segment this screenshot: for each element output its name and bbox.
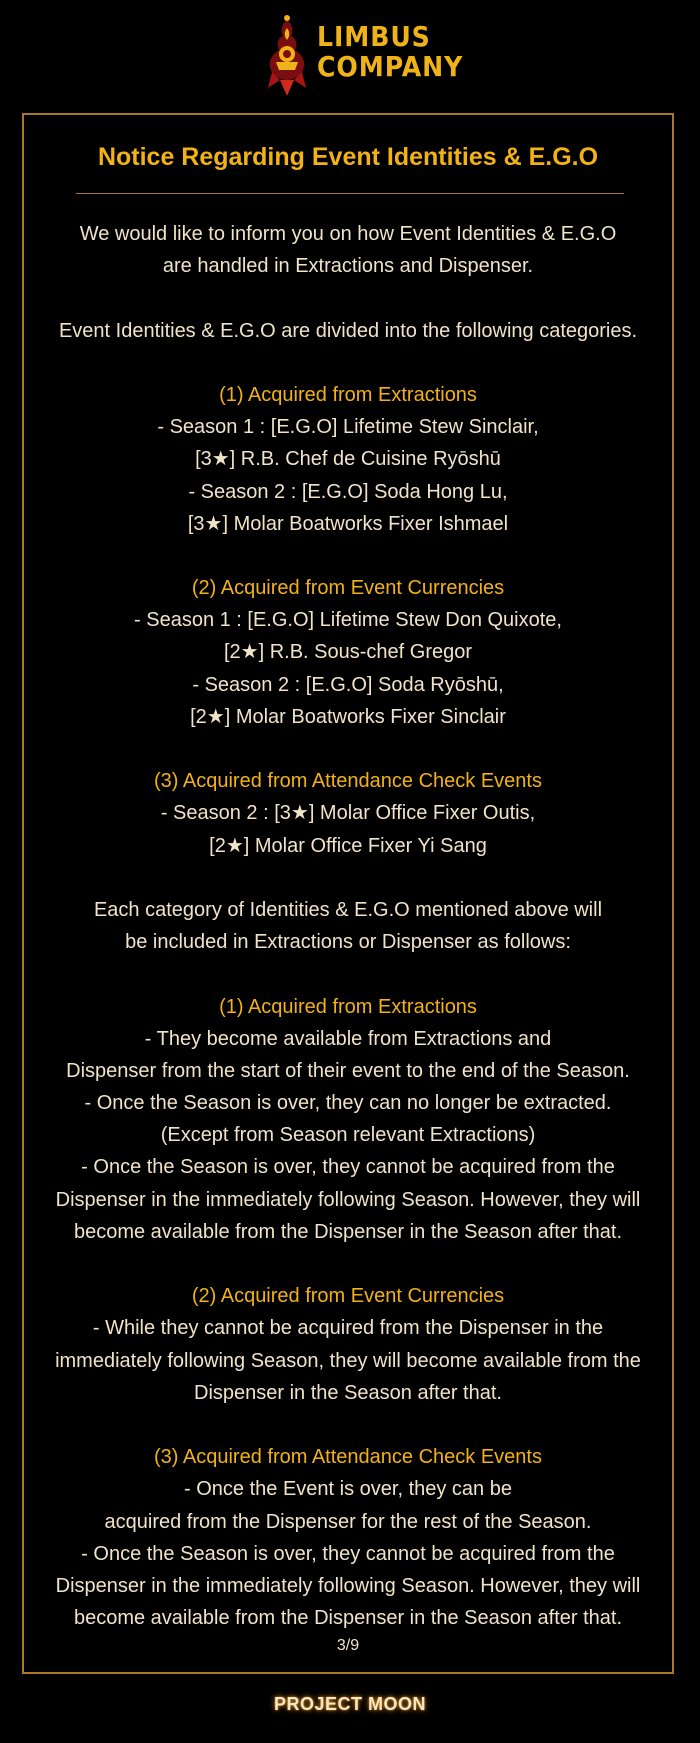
rule-line: - While they cannot be acquired from the Dispenser in the: [92, 1317, 604, 1340]
rule-line: - Once the Event is over, they can be: [184, 1478, 512, 1501]
category-line: [2★] Molar Office Fixer Yi Sang: [209, 834, 487, 857]
category-line: - Season 2 : [E.G.O] Soda Ryōshū,: [192, 673, 504, 696]
category-line: [2★] Molar Boatworks Fixer Sinclair: [190, 705, 506, 728]
logo-line-1: LIMBUS: [317, 20, 431, 53]
rule-line: Dispenser from the start of their event to the end of the Season.: [66, 1059, 630, 1082]
rule-line: Dispenser in the immediately following Season. However, they will: [55, 1574, 641, 1597]
intro-line: We would like to inform you on how Event Identities & E.G.O: [79, 223, 617, 245]
rule-line: - They become available from Extractions and: [144, 1027, 552, 1050]
categories-intro: Event Identities & E.G.O are divided into the following categories.: [58, 319, 638, 342]
logo-wordmark: [317, 22, 463, 82]
category-line: - Season 2 : [E.G.O] Soda Hong Lu,: [188, 480, 508, 503]
category-line: [2★] R.B. Sous-chef Gregor: [223, 641, 473, 664]
rule-line: become available from the Dispenser in the Season after that.: [73, 1607, 623, 1630]
category-heading: (3) Acquired from Attendance Check Events: [154, 770, 542, 793]
rule-line: Dispenser in the Season after that.: [194, 1381, 502, 1404]
rules-intro-line: Each category of Identities & E.G.O mentioned above will: [93, 898, 603, 921]
category-heading: (1) Acquired from Extractions: [219, 383, 477, 406]
rule-line: immediately following Season, they will become available from the: [55, 1349, 641, 1372]
logo-line-2: COMPANY: [317, 50, 464, 83]
rule-line: (Except from Season relevant Extractions): [160, 1124, 536, 1147]
rule-heading: (1) Acquired from Extractions: [219, 995, 477, 1018]
category-line: [3★] R.B. Chef de Cuisine Ryōshū: [195, 448, 501, 471]
project-moon-brand: PROJECT MOON: [273, 1694, 426, 1714]
notice-body: [24, 218, 672, 1634]
intro-line: are handled in Extractions and Dispenser.: [162, 255, 534, 278]
category-line: [3★] Molar Boatworks Fixer Ishmael: [187, 512, 509, 535]
notice-panel: [22, 113, 674, 1674]
rule-line: acquired from the Dispenser for the rest of the Season.: [104, 1510, 592, 1533]
rule-line: Dispenser in the immediately following Season. However, they will: [55, 1188, 641, 1211]
category-line: - Season 1 : [E.G.O] Lifetime Stew Sinclair,: [157, 416, 539, 439]
rule-line: - Once the Season is over, they cannot be acquired from the: [81, 1156, 615, 1179]
rule-heading: (2) Acquired from Event Currencies: [191, 1285, 505, 1308]
category-line: - Season 2 : [3★] Molar Office Fixer Outis,: [160, 802, 536, 825]
notice-title: Notice Regarding Event Identities & E.G.O: [97, 143, 599, 171]
rule-heading: (3) Acquired from Attendance Check Events: [154, 1446, 542, 1469]
header: [0, 0, 700, 110]
category-line: - Season 1 : [E.G.O] Lifetime Stew Don Quixote,: [134, 609, 562, 632]
rules-intro-line: be included in Extractions or Dispenser as follows:: [125, 931, 571, 954]
title-divider: [76, 193, 624, 194]
rule-line: - Once the Season is over, they can no longer be extracted.: [84, 1092, 612, 1115]
category-heading: (2) Acquired from Event Currencies: [191, 577, 505, 600]
limbus-company-logo: [262, 14, 464, 98]
rule-line: become available from the Dispenser in the Season after that.: [73, 1220, 623, 1243]
page-number: 3/9: [336, 1637, 360, 1654]
limbus-emblem-icon: [262, 14, 312, 98]
rule-line: - Once the Season is over, they cannot be acquired from the: [81, 1542, 615, 1565]
